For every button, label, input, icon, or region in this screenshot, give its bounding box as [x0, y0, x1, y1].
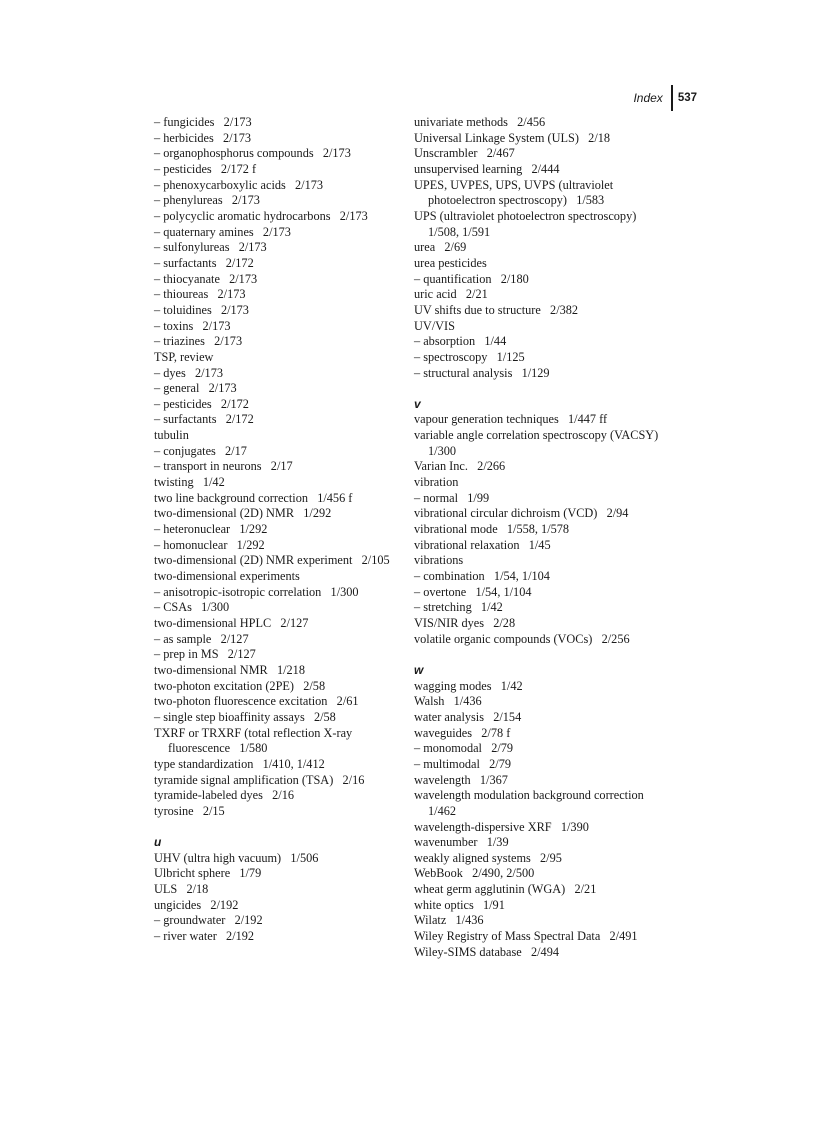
index-entry: – prep in MS 2/127	[154, 647, 256, 662]
index-entry: two-photon excitation (2PE) 2/58	[154, 678, 326, 693]
index-entry: – quaternary amines 2/173	[154, 224, 291, 239]
index-entry: – absorption 1/44	[414, 334, 507, 349]
index-entry: wavelength 1/367	[414, 772, 508, 787]
index-entry: twisting 1/42	[154, 475, 225, 490]
header-rule	[671, 85, 673, 111]
index-entry: TSP, review	[154, 349, 214, 364]
index-entry: TXRF or TRXRF (total reflection X-ray fluorescence 1/580	[154, 725, 356, 756]
index-entry: vibrational circular dichroism (VCD) 2/94	[414, 506, 629, 521]
index-entry: water analysis 2/154	[414, 709, 522, 724]
index-entry: weakly aligned systems 2/95	[414, 850, 562, 865]
index-entry: two-dimensional HPLC 2/127	[154, 616, 309, 630]
index-entry: – surfactants 2/172	[154, 255, 254, 270]
index-entry: – quantification 2/180	[414, 271, 529, 286]
index-entry: vibrational relaxation 1/45	[414, 537, 551, 552]
letter-heading: w	[414, 662, 424, 677]
index-entry: – CSAs 1/300	[154, 600, 230, 615]
index-entry: uric acid 2/21	[414, 287, 488, 302]
index-entry: two-dimensional experiments	[154, 569, 300, 584]
index-entry: – phenylureas 2/173	[154, 193, 260, 208]
page-number: 537	[677, 92, 697, 104]
index-entry: ungicides 2/192	[154, 897, 239, 912]
index-entry: – herbicides 2/173	[154, 130, 251, 145]
index-entry: variable angle correlation spectroscopy (VACSY) 1/300	[414, 428, 668, 458]
index-entry: volatile organic compounds (VOCs) 2/256	[414, 631, 630, 646]
index-entry: urea 2/69	[414, 240, 467, 255]
index-entry: WebBook 2/490, 2/500	[414, 866, 535, 881]
index-entry: wavelength-dispersive XRF 1/390	[414, 819, 589, 834]
index-entry: type standardization 1/410, 1/412	[154, 756, 325, 771]
index-entry: vibrational mode 1/558, 1/578	[414, 522, 570, 537]
index-entry: vapour generation techniques 1/447 ff	[414, 412, 608, 427]
index-entry: Wiley-SIMS database 2/494	[414, 944, 559, 959]
index-entry: Wilatz 1/436	[414, 913, 484, 928]
index-entry: – single step bioaffinity assays 2/58	[154, 709, 336, 724]
index-entry: two line background correction 1/456 f	[154, 490, 353, 505]
index-entry: – multimodal 2/79	[414, 756, 512, 771]
index-entry: – structural analysis 1/129	[414, 365, 550, 380]
index-entry: – combination 1/54, 1/104	[414, 569, 550, 584]
index-entry: urea pesticides	[414, 255, 487, 270]
index-entry: two-dimensional NMR 1/218	[154, 662, 305, 677]
index-entry: – heteronuclear 1/292	[154, 522, 268, 537]
index-entry: UHV (ultra high vacuum) 1/506	[154, 850, 319, 865]
index-entry: – pesticides 2/172 f	[154, 161, 257, 176]
index-entry: – fungicides 2/173	[154, 115, 252, 129]
index-entry: two-dimensional (2D) NMR 1/292	[154, 506, 332, 521]
index-entry: – anisotropic-isotropic correlation 1/300	[154, 584, 359, 599]
index-entry: – phenoxycarboxylic acids 2/173	[154, 177, 324, 192]
index-entry: VIS/NIR dyes 2/28	[414, 615, 516, 630]
index-entry: wheat germ agglutinin (WGA) 2/21	[414, 882, 597, 897]
index-entry: – general 2/173	[154, 381, 237, 396]
index-entry: – homonuclear 1/292	[154, 537, 265, 552]
index-entry: – as sample 2/127	[154, 631, 249, 646]
index-entry: – triazines 2/173	[154, 334, 243, 349]
index-entry: – dyes 2/173	[154, 365, 223, 380]
index-entry: UV shifts due to structure 2/382	[414, 302, 579, 317]
index-entry: UV/VIS	[414, 318, 455, 333]
index-entry: waveguides 2/78 f	[414, 725, 511, 740]
index-entry: – groundwater 2/192	[154, 913, 263, 928]
index-entry: – toxins 2/173	[154, 318, 231, 333]
index-entry: – overtone 1/54, 1/104	[414, 584, 532, 599]
letter-heading: u	[154, 835, 162, 850]
index-entry: Varian Inc. 2/266	[414, 459, 506, 474]
index-entry: – transport in neurons 2/17	[154, 459, 293, 474]
index-entry: two-photon fluorescence excitation 2/61	[154, 694, 359, 709]
index-column-right	[414, 115, 674, 960]
index-column-left	[154, 115, 404, 945]
index-entry: – normal 1/99	[414, 490, 490, 505]
index-entry: – sulfonylureas 2/173	[154, 240, 267, 255]
index-entry: vibrations	[414, 553, 464, 568]
index-entry: – monomodal 2/79	[414, 741, 514, 756]
index-entry: – surfactants 2/172	[154, 412, 254, 427]
section-title: Index	[633, 91, 663, 105]
letter-heading: v	[414, 396, 421, 411]
index-entry: unsupervised learning 2/444	[414, 161, 560, 176]
index-entry: tyramide-labeled dyes 2/16	[154, 788, 295, 803]
index-entry: white optics 1/91	[414, 897, 505, 912]
index-entry: Walsh 1/436	[414, 694, 482, 709]
index-entry: wagging modes 1/42	[414, 678, 523, 693]
index-entry: – thiocyanate 2/173	[154, 271, 258, 286]
index-entry: wavenumber 1/39	[414, 835, 509, 850]
index-entry: ULS 2/18	[154, 882, 209, 897]
index-entry: Ulbricht sphere 1/79	[154, 866, 262, 881]
index-entry: – toluidines 2/173	[154, 302, 249, 317]
index-entry: UPES, UVPES, UPS, UVPS (ultraviolet photoelectron spectroscopy) 1/583	[414, 177, 617, 208]
index-entry: univariate methods 2/456	[414, 115, 546, 129]
index-entry: wavelength modulation background correction 1/462	[414, 788, 654, 818]
index-entry: vibration	[414, 475, 459, 490]
index-entry: Wiley Registry of Mass Spectral Data 2/491	[414, 929, 638, 944]
index-entry: UPS (ultraviolet photoelectron spectroscopy) 1/508, 1/591	[414, 208, 646, 239]
index-entry: – stretching 1/42	[414, 600, 503, 615]
index-entry: – polycyclic aromatic hydrocarbons 2/173	[154, 208, 368, 223]
index-entry: two-dimensional (2D) NMR experiment 2/105	[154, 553, 390, 568]
running-head	[633, 85, 697, 111]
index-entry: – river water 2/192	[154, 929, 255, 944]
index-entry: – pesticides 2/172	[154, 396, 249, 411]
index-entry: – spectroscopy 1/125	[414, 349, 525, 364]
index-entry: tyrosine 2/15	[154, 803, 225, 818]
index-entry: – organophosphorus compounds 2/173	[154, 146, 351, 161]
index-entry: tubulin	[154, 428, 189, 443]
index-entry: – thioureas 2/173	[154, 287, 246, 302]
index-entry: tyramide signal amplification (TSA) 2/16	[154, 772, 365, 787]
index-entry: – conjugates 2/17	[154, 443, 247, 458]
index-entry: Universal Linkage System (ULS) 2/18	[414, 130, 611, 145]
index-entry: Unscrambler 2/467	[414, 146, 515, 161]
